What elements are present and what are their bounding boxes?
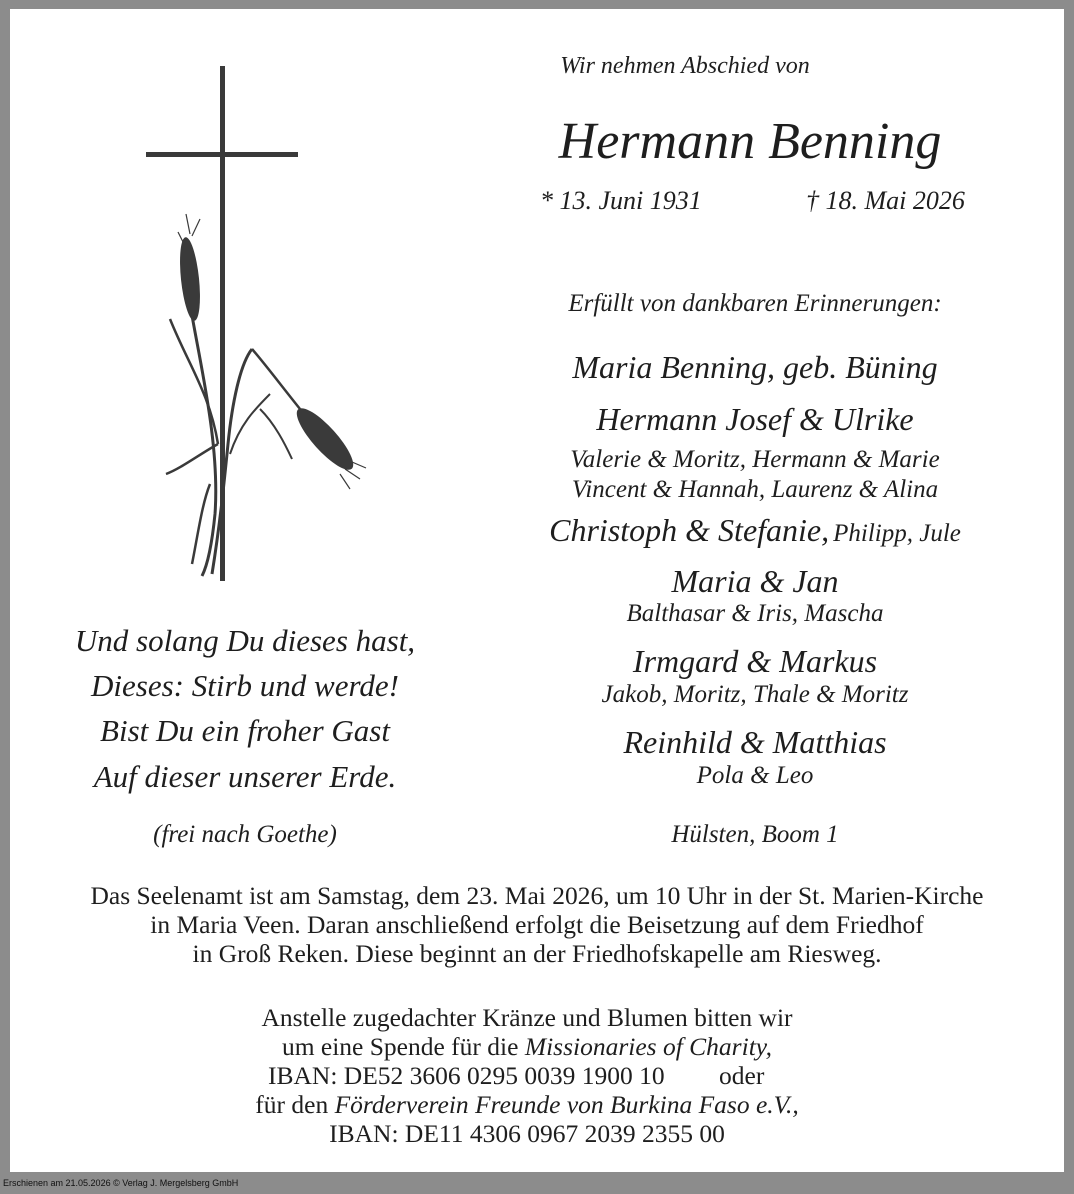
donation-line xyxy=(0,1032,1054,1062)
publication-footer: Erschienen am 21.05.2026 © Verlag J. Mergelsberg GmbH xyxy=(3,1178,239,1188)
mourners-intro: Erfüllt von dankbaren Erinnerungen: xyxy=(568,290,942,317)
deceased-name: Hermann Benning xyxy=(558,113,942,170)
poem-line: Dieses: Stirb und werde! xyxy=(91,668,399,703)
family-name: Christoph & Stefanie, xyxy=(549,512,830,548)
donation-line xyxy=(0,1090,1054,1120)
family-children: Valerie & Moritz, Hermann & Marie xyxy=(570,446,940,473)
poem-line: Und solang Du dieses hast, xyxy=(74,623,416,658)
donation-organization: Förderverein Freunde von Burkina Faso e.V., xyxy=(334,1090,799,1119)
family-name: Reinhild & Matthias xyxy=(623,724,887,760)
donation-iban-line xyxy=(268,1061,764,1091)
family-line xyxy=(485,512,1025,549)
family-children: Philipp, Jule xyxy=(833,520,961,547)
poem-source: (frei nach Goethe) xyxy=(153,821,337,848)
family-children: Jakob, Moritz, Thale & Moritz xyxy=(601,681,909,708)
address: Hülsten, Boom 1 xyxy=(671,821,839,848)
family-children: Pola & Leo xyxy=(696,762,814,789)
intro-text: Wir nehmen Abschied von xyxy=(560,53,810,79)
family-name: Maria & Jan xyxy=(671,563,839,599)
service-line: in Groß Reken. Diese beginnt an der Friedhofskapelle am Riesweg. xyxy=(192,939,882,968)
service-line: in Maria Veen. Daran anschließend erfolgt die Beisetzung auf dem Friedhof xyxy=(150,910,924,939)
death-date: † 18. Mai 2026 xyxy=(806,186,965,215)
family-name: Irmgard & Markus xyxy=(632,643,878,679)
family-children: Balthasar & Iris, Mascha xyxy=(626,600,884,627)
obituary-card xyxy=(10,9,1064,1172)
family-children: Vincent & Hannah, Laurenz & Alina xyxy=(571,476,939,503)
poem-line: Auf dieser unserer Erde. xyxy=(93,759,397,794)
service-line: Das Seelenamt ist am Samstag, dem 23. Mai 2026, um 10 Uhr in der St. Marien-Kirche xyxy=(90,881,984,910)
birth-date: * 13. Juni 1931 xyxy=(540,186,702,215)
donation-organization: Missionaries of Charity, xyxy=(524,1032,773,1061)
donation-prefix: um eine Spende für die xyxy=(281,1032,519,1061)
poem-line: Bist Du ein froher Gast xyxy=(100,713,390,748)
family-name: Hermann Josef & Ulrike xyxy=(596,401,914,437)
or-text: oder xyxy=(719,1061,765,1090)
donation-line: Anstelle zugedachter Kränze und Blumen bitten wir xyxy=(261,1003,793,1032)
cross-with-wheat-icon xyxy=(140,64,370,594)
iban: IBAN: DE52 3606 0295 0039 1900 10 xyxy=(268,1061,665,1090)
iban: IBAN: DE11 4306 0967 2039 2355 00 xyxy=(329,1119,725,1148)
spouse-name: Maria Benning, geb. Büning xyxy=(572,349,938,385)
donation-prefix: für den xyxy=(255,1090,329,1119)
